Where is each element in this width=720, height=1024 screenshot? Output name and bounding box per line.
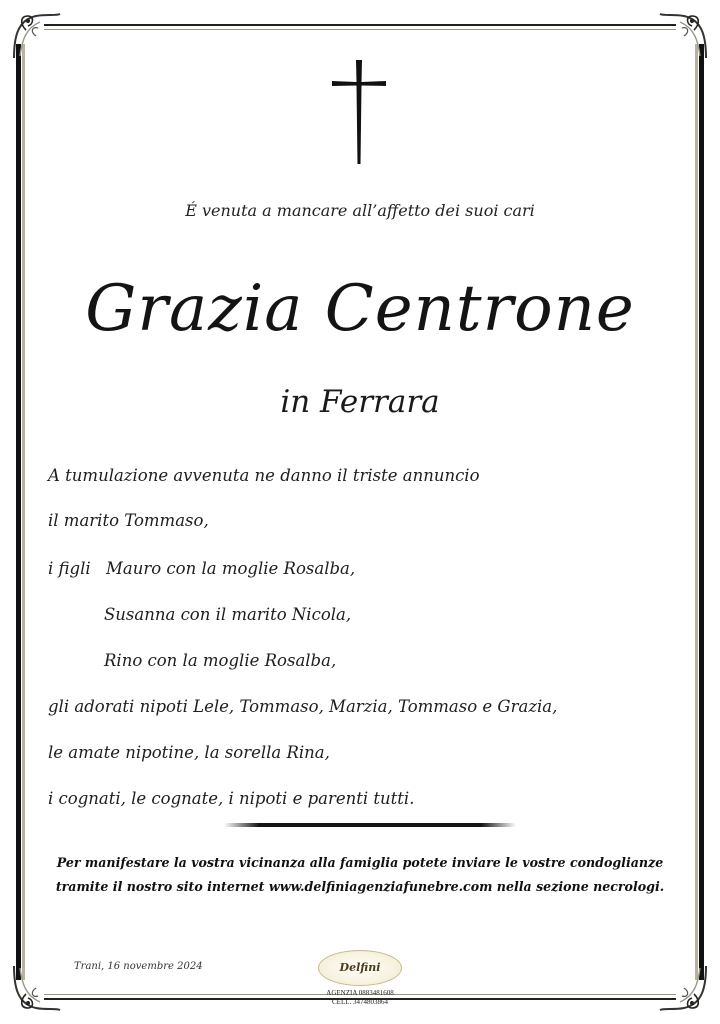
intro-text: É venuta a mancare all’affetto dei suoi cari: [185, 201, 535, 220]
ornamental-corner-icon: [6, 958, 66, 1018]
agency-phone: AGENZIA 0883481608: [326, 989, 394, 997]
frame-right: [695, 44, 704, 980]
date-text: Trani, 16 novembre 2024: [74, 961, 203, 972]
ornamental-corner-icon: [654, 958, 714, 1018]
frame-top: [44, 24, 676, 26]
grandchildren-line: gli adorati nipoti Lele, Tommaso, Marzia, Tommaso e Grazia,: [48, 697, 558, 716]
married-name: in Ferrara: [280, 384, 440, 420]
condolence-text: tramite il nostro sito internet www.delfiniagenziafunebre.com nella sezione necrologi.: [55, 879, 665, 894]
children-label: i figli: [48, 559, 91, 578]
announcement-line: A tumulazione avvenuta ne danno il triste annuncio: [48, 466, 480, 485]
agency-logo: [318, 950, 402, 1012]
ornamental-corner-icon: [6, 6, 66, 66]
frame-left: [16, 44, 25, 980]
child-line: Susanna con il marito Nicola,: [104, 605, 352, 624]
frame-inner-top: [44, 29, 676, 30]
deceased-name: Grazia Centrone: [85, 272, 635, 346]
husband-line: il marito Tommaso,: [48, 511, 209, 530]
divider: [224, 823, 516, 827]
relatives-line: i cognati, le cognate, i nipoti e parenti tutti.: [48, 789, 415, 808]
ornamental-corner-icon: [654, 6, 714, 66]
nieces-line: le amate nipotine, la sorella Rina,: [48, 743, 330, 762]
child-line: Mauro con la moglie Rosalba,: [106, 559, 356, 578]
latin-cross-icon: [330, 58, 388, 166]
child-line: Rino con la moglie Rosalba,: [104, 651, 337, 670]
agency-cell: CELL. 3474803864: [332, 998, 388, 1006]
logo-name: Delfini: [339, 961, 381, 974]
condolence-text: Per manifestare la vostra vicinanza alla famiglia potete inviare le vostre condoglianze: [56, 855, 664, 870]
